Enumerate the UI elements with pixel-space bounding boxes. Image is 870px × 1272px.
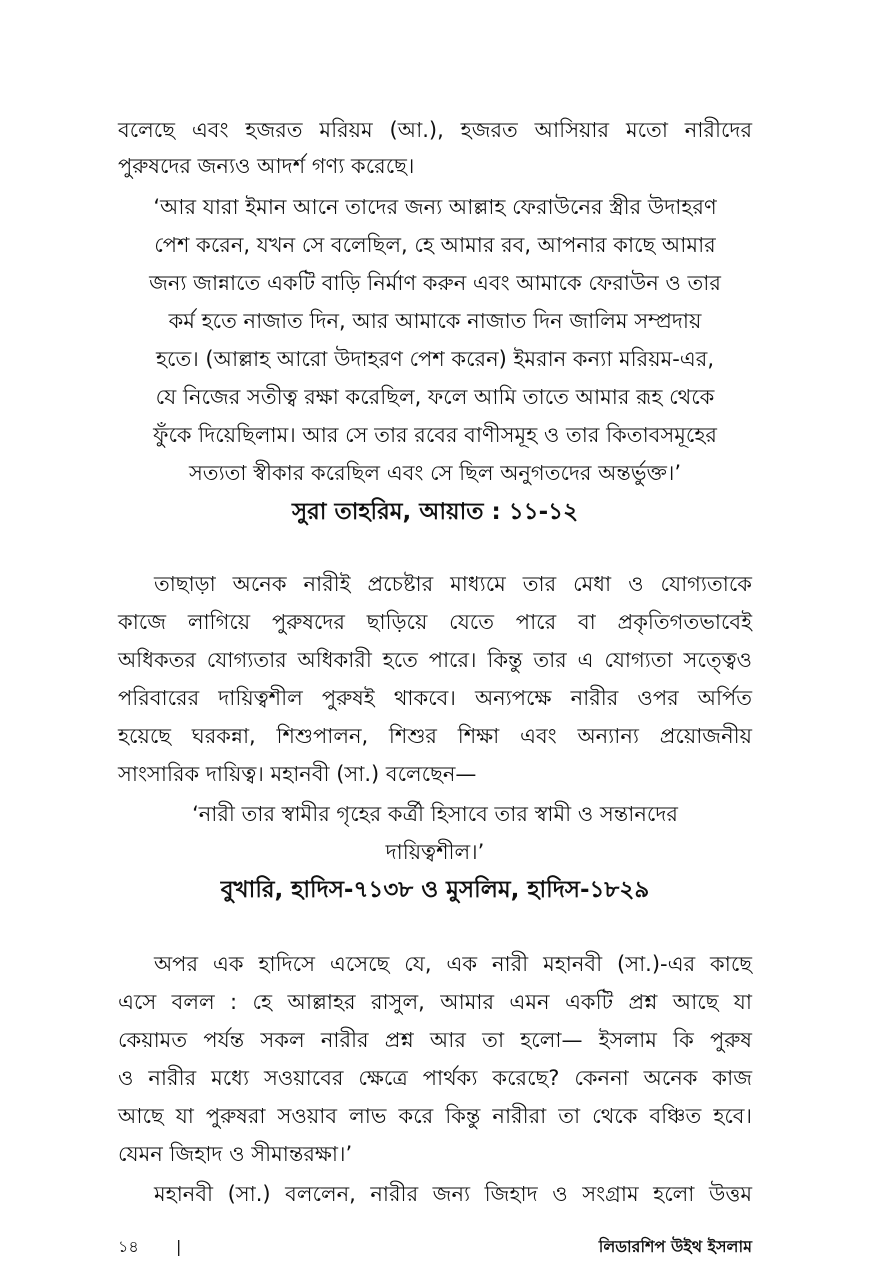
paragraph-line: ও নারীর মধ্যে সওয়াবের ক্ষেত্রে পার্থক্য করেছে? কেননা অনেক কাজ [118, 1066, 752, 1090]
paragraph-line: তাছাড়া অনেক নারীই প্রচেষ্টার মাধ্যমে তার মেধা ও যোগ্যতাকে [154, 572, 752, 596]
quote-line: ‘আর যারা ইমান আনে তাদের জন্য আল্লাহ ফেরাউনের স্ত্রীর উদাহরণ [153, 195, 717, 219]
quote-line: জন্য জান্নাতে একটি বাড়ি নির্মাণ করুন এবং আমাকে ফেরাউন ও তার [149, 271, 721, 295]
quote-line: যে নিজের সতীত্ব রক্ষা করেছিল, ফলে আমি তাতে আমার রূহ থেকে [155, 385, 715, 409]
paragraph-line: কেয়ামত পর্যন্ত সকল নারীর প্রশ্ন আর তা হলো— ইসলাম কি পুরুষ [118, 1028, 752, 1052]
quote-line: সত্যতা স্বীকার করেছিল এবং সে ছিল অনুগতদের অন্তর্ভুক্ত।’ [188, 461, 682, 485]
paragraph-line: আছে যা পুরুষরা সওয়াব লাভ করে কিন্তু নারীরা তা থেকে বঞ্চিত হবে। [118, 1104, 752, 1128]
citation-reference: সুরা তাহরিম, আয়াত : ১১-১২ [291, 499, 579, 525]
quote-line: কর্ম হতে নাজাত দিন, আর আমাকে নাজাত দিন জালিম সম্প্রদায় [168, 309, 702, 333]
footer-divider: | [176, 1237, 182, 1256]
paragraph-line: এসে বলল : হে আল্লাহর রাসুল, আমার এমন একটি প্রশ্ন আছে যা [118, 990, 752, 1014]
paragraph-line: কাজে লাগিয়ে পুরুষদের ছাড়িয়ে যেতে পারে বা প্রকৃতিগতভাবেই [118, 610, 752, 634]
paragraph-line: অধিকতর যোগ্যতার অধিকারী হতে পারে। কিন্তু তার এ যোগ্যতা সত্ত্বেও [118, 648, 752, 672]
quote-line: ‘নারী তার স্বামীর গৃহের কর্ত্রী হিসাবে তার স্বামী ও সন্তানদের [192, 802, 678, 826]
quote-line: দায়িত্বশীল।’ [385, 840, 485, 864]
quote-line: ফুঁকে দিয়েছিলাম। আর সে তার রবের বাণীসমূহ ও তার কিতাবসমূহের [153, 423, 717, 447]
paragraph-line: যেমন জিহাদ ও সীমান্তরক্ষা।’ [118, 1142, 353, 1166]
paragraph-line: হয়েছে ঘরকন্না, শিশুপালন, শিশুর শিক্ষা এবং অন্যান্য প্রয়োজনীয় [118, 724, 752, 748]
quote-line: হতে। (আল্লাহ আরো উদাহরণ পেশ করেন) ইমরান কন্যা মরিয়ম-এর, [155, 347, 715, 371]
paragraph-line: মহানবী (সা.) বললেন, নারীর জন্য জিহাদ ও সংগ্রাম হলো উত্তম [154, 1182, 752, 1206]
page-number: ১৪ [118, 1237, 139, 1256]
paragraph-line: সাংসারিক দায়িত্ব। মহানবী (সা.) বলেছেন— [118, 762, 477, 786]
paragraph-line: পরিবারের দায়িত্বশীল পুরুষই থাকবে। অন্যপক্ষে নারীর ওপর অর্পিত [118, 686, 752, 710]
quote-line: পেশ করেন, যখন সে বলেছিল, হে আমার রব, আপনার কাছে আমার [154, 233, 716, 257]
paragraph-line: বলেছে এবং হজরত মরিয়ম (আ.), হজরত আসিয়ার মতো নারীদের [118, 118, 752, 142]
running-title: লিডারশিপ উইথ ইসলাম [598, 1237, 752, 1256]
paragraph-line: পুরুষদের জন্যও আদর্শ গণ্য করেছে। [118, 154, 415, 178]
citation-reference: বুখারি, হাদিস-৭১৩৮ ও মুসলিম, হাদিস-১৮২৯ [220, 877, 650, 903]
paragraph-line: অপর এক হাদিসে এসেছে যে, এক নারী মহানবী (সা.)-এর কাছে [154, 952, 752, 976]
